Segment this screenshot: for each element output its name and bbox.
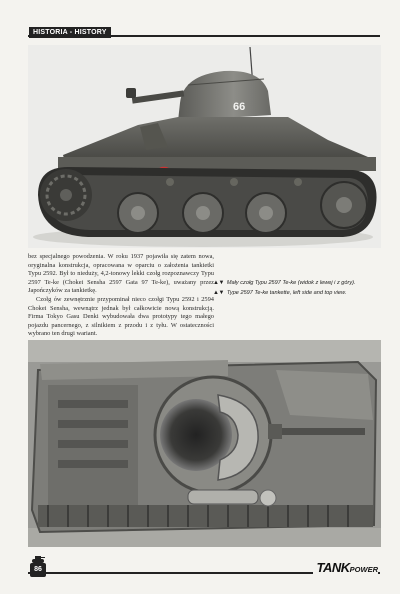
paragraph: bez specjalnego powodzenia. W roku 1937 pojawiła się zatem nowa, oryginalna konstrukcja, opracowana w oparciu o założenia tankietki Typu 2592. Był to nieduży, 4,2-tonowy lekki czołg rozpoznawczy Typu 2597 Te-ke (Chokei Sensha 2597 Gata 97 Te-ke), uważany przez Japończyków za tankietkę. [28,253,214,295]
caption-polish [213,279,383,289]
turret-marking: 66 [233,101,246,113]
section-label: HISTORIA - HISTORY [29,27,111,38]
photo-captions [213,279,383,298]
tank-side-view-photo [28,45,381,248]
caption-arrows-icon: ▲▼ [213,280,224,286]
caption-text: Mały czołg Typu 2597 Te-ke (widok z lewej i z góry). [226,280,356,286]
logo-power-text: POWER [349,565,378,574]
caption-arrows-icon: ▲▼ [213,289,224,296]
logo-tank-text: TANK [316,560,350,575]
tank-silhouette-icon [31,555,45,563]
magazine-logo [313,559,378,577]
tank-top-view-photo [28,340,381,547]
caption-english [213,289,383,299]
page-number: 86 [30,563,46,577]
caption-text: Type 2597 Te-ke tankette, left side and top view. [226,289,347,296]
paragraph: Czołg ów zewnętrznie przypominał nieco czołgi Typu 2592 i 2594 Chokei Sensha, wewnątrz jednak był całkowicie nową konstrukcją. Firma Tokyo Gasu Denki wybudowała dwa prototypy tego małego pojazdu pancernego, z silnikiem z przodu i z tyłu. W ostateczności wybrano ten drugi wariant. [28,295,214,338]
article-body-text [28,253,214,339]
